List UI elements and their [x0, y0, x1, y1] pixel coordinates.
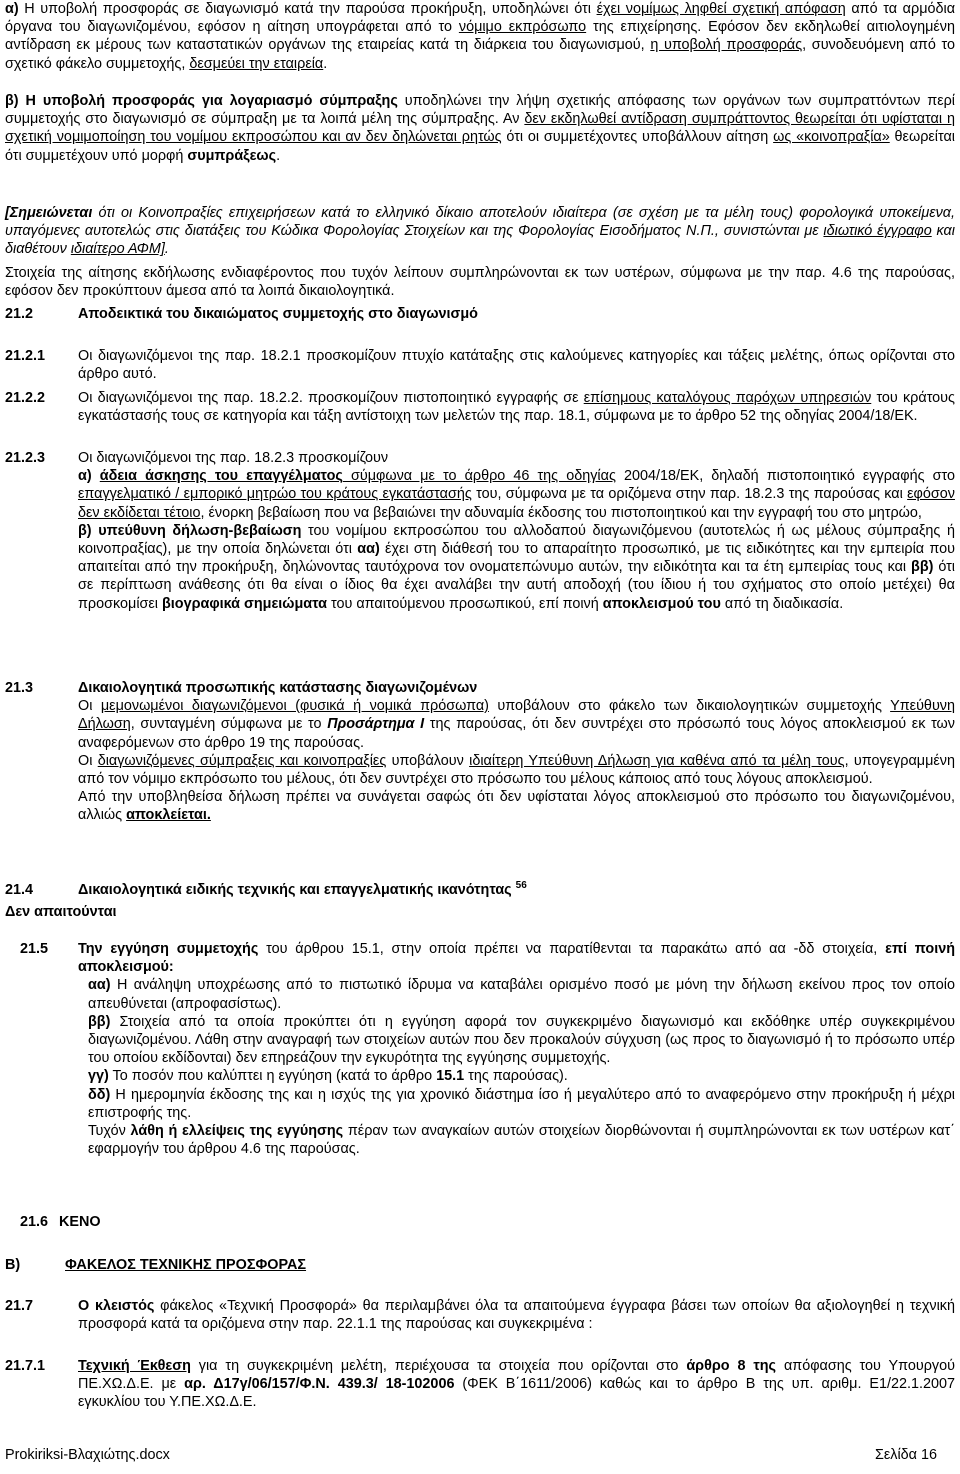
- underlined-bold-text: αποκλείεται.: [126, 807, 211, 824]
- section-number: 21.7.1: [5, 1358, 46, 1374]
- text: , συνοδευόμενη από το σχετικό φάκελο συμμετοχής,: [5, 37, 955, 72]
- text: από τα αρμόδια όργανα του διαγωνιζομένου, εφόσον η αίτηση υπογράφεται από το: [5, 1, 956, 36]
- paragraph-a: [5, 0, 955, 73]
- underlined-text: επαγγελματικό / εμπορικό μητρώο του κράτους εγκατάστασής: [78, 486, 472, 503]
- bold-text: αποκλεισμού του: [602, 595, 721, 612]
- text: , συνταγμένη σύμφωνα με το: [130, 716, 328, 733]
- text: από τη διαδικασία.: [720, 595, 844, 612]
- text: .: [323, 55, 328, 72]
- section-number: 21.4: [5, 882, 34, 898]
- text: του, σύμφωνα με τα οριζόμενα στην παρ. 18.2.3 της παρούσας και: [471, 486, 908, 503]
- text: Στοιχεία της αίτησης εκδήλωσης ενδιαφέροντος που τυχόν λείπουν συμπληρώνονται εκ των υστέρων, σύμφωνα με την παρ. 4.6 της παρούσας, εφόσον δεν προκύπτουν άμεσα από τα λοιπά δικαιολογητικά.: [5, 265, 955, 300]
- underlined-text: η υποβολή προσφοράς: [650, 37, 803, 54]
- text: για τη συγκεκριμένη μελέτη, περιέχουσα τα στοιχεία που ορίζονται στο: [190, 1358, 687, 1374]
- text: φάκελος «Τεχνική Προσφορά» θα περιλαμβάνει όλα τα απαιτούμενα έγγραφα βάσει των οποίων θα αξιολογηθεί η τεχνική προσφορά κατά τα οριζόμενα στην παρ. 22.1.1 της παρούσας και συγκεκριμένα :: [78, 1298, 955, 1333]
- bold-text: [Σημειώνεται: [5, 205, 93, 221]
- underlined-text: εφόσον δεν εκδίδεται τέτοιο: [78, 486, 955, 521]
- underlined-text: διαγωνιζόμενες σύμπραξεις και κοινοπραξίες: [97, 752, 387, 769]
- text: , ένορκη βεβαίωση που να βεβαιώνει την αδυναμία έκδοσης του πιστοποιητικού και την εγγραφή του στο μητρώο,: [200, 504, 922, 521]
- underlined-text: σύμφωνα με το άρθρο 46 της οδηγίας: [342, 468, 616, 485]
- text: Οι: [78, 752, 98, 769]
- bold-text: Ο κλειστός: [78, 1298, 155, 1314]
- bold-text: ββ): [88, 1013, 111, 1030]
- label-a: α): [5, 1, 19, 17]
- bold-text: λάθη ή ελλείψεις της εγγύησης: [130, 1123, 344, 1140]
- text: .: [276, 147, 281, 164]
- text: Στοιχεία από τα οποία προκύπτει ότι η εγγύηση αφορά τον συγκεκριμένο διαγωνισμό και εκδόθηκε υπέρ συγκεκριμένου διαγωνιζομένου. Λάθη στην αναγραφή των στοιχείων αυτών που δεν προκαλούν σύγχυση (ως προς το διαγωνισμό ή το πρόσωπο υπέρ του οποίου εκδίδονται) δεν επηρεάζουν την εγκυρότητα της εγγύησης συμμετοχής.: [88, 1013, 955, 1067]
- text: υπογεγραμμένη από τον νόμιμο εκπρόσωπο του μέλους, ότι δεν συντρέχει στο πρόσωπο του μέλους κάποιος από τους λόγους αποκλεισμού.: [78, 752, 955, 788]
- text: της επιχείρησης. Εφόσον δεν εκδηλωθεί αιτιολογημένη αντίδραση εκ μέρους των καταστατικών οργάνων της εταιρείας κατά τη διάρκεια του διαγωνισμού,: [5, 19, 955, 54]
- footer-page-number: Σελίδα 16: [874, 1447, 937, 1463]
- text: υποδηλώνει την λήψη σχετικής απόφασης των οργάνων των συμπραττόντων περί συμμετοχής στο διαγωνισμό σε σύμπραξη με τα λοιπά μέλη της σύμπραξης. Αν: [5, 93, 955, 128]
- text: ότι σε περίπτωση ανάθεσης ότι θα είναι ο ίδιος θα έχει αναλάβει την αυτή αποδοχή (του ίδιου ή του σχήματος στο οποίο μετέχει) θα προσκομίσει: [78, 559, 955, 612]
- underlined-text: ως «κοινοπραξία»: [773, 129, 890, 146]
- section-number: 21.2.2: [5, 390, 46, 406]
- bold-text: βιογραφικά σημειώματα: [162, 595, 327, 612]
- text: Η ανάληψη υποχρέωσης από το πιστωτικό ίδρυμα να καταβάλει ορισμένο ποσό με μόνη την δήλωση εκείνου προς τον οποίο απευθύνεται (απροφασίστως).: [88, 977, 955, 1012]
- text: ότι οι Κοινοπραξίες επιχειρήσεων κατά το ελληνικό δίκαιο αποτελούν ιδιαίτερα (σε σχέση με τα μέλη τους) φορολογικά υποκείμενα, υπαγόμενες αυτοτελώς στις διατάξεις του Κώδικα Φορολογίας Στοιχείων και της Φορολογίας Εισοδήματος Ν.Π., συνιστώνται με: [5, 205, 955, 240]
- text: Το ποσόν που καλύπτει η εγγύηση (κατά το άρθρο: [108, 1068, 437, 1085]
- text: και διαθέτουν: [5, 223, 955, 258]
- text: του απαιτούμενου προσωπικού, επί ποινή: [326, 595, 603, 612]
- section-21-2-2: [5, 389, 955, 425]
- text: έχει στη διάθεσή του το απαραίτητο προσωπικό, με τις ειδικότητες και την εμπειρία που απαιτείται από την προκήρυξη, δηλώνοντας ταυτόχρονα τον ονοματεπώνυμο αυτών, την ειδικότητα και τα έτη εμπειρίας τους και: [78, 541, 955, 576]
- text: Από την υποβληθείσα δήλωση πρέπει να συνάγεται σαφώς ότι δεν υφίσταται λόγος αποκλεισμού στο πρόσωπο του διαγωνιζομένου, αλλιώς: [78, 789, 955, 824]
- section-title: Δικαιολογητικά προσωπικής κατάστασης διαγωνιζομένων: [78, 680, 478, 696]
- section-number: 21.2: [5, 306, 34, 322]
- underlined-text: ιδιωτικό έγγραφο: [823, 223, 932, 240]
- section-number: 21.2.1: [5, 348, 46, 364]
- underlined-text: μεμονωμένοι διαγωνιζόμενοι (φυσικά ή νομικά πρόσωπα): [100, 698, 489, 715]
- underlined-bold-text: άδεια άσκησης του επαγγέλματος: [99, 468, 343, 485]
- text: Η ημερομηνία έκδοσης της και η ισχύς της για χρονικό διάστημα ίσο ή μεγαλύτερο από το αναφερόμενο στην προκήρυξη ή μέχρι επιστροφής της.: [88, 1086, 955, 1121]
- underlined-text: επίσημους καταλόγους παρόχων υπηρεσιών: [583, 390, 872, 406]
- text: του κράτους εγκατάστασής τους σε κατηγορία και τάξη αντίστοιχη των μελετών της παρ. 18.1, σύμφωνα με το άρθρο 52 της οδηγίας 2004/18/ΕΚ.: [78, 390, 955, 425]
- bold-text: Την εγγύηση συμμετοχής: [78, 941, 259, 957]
- section-subtitle: Δεν απαιτούνται: [5, 904, 117, 920]
- text: 2004/18/ΕΚ, δηλαδή πιστοποιητικό εγγραφής στο: [615, 468, 955, 485]
- section-21-3: [5, 679, 955, 825]
- underlined-text: ιδιαίτερο ΑΦΜ]: [70, 241, 165, 258]
- section-21-7-1: [5, 1357, 955, 1412]
- note-paragraph: [5, 204, 955, 259]
- underlined-text: ιδιαίτερη Υπεύθυνη Δήλωση για καθένα από τα μέλη τους,: [469, 752, 849, 769]
- text: πέραν των αναγκαίων αυτών στοιχείων διορθώνονται ή συμπληρώνονται εκ των υστέρων κατ΄ εφαρμογήν του άρθρου 4.6 της παρούσας.: [88, 1123, 955, 1158]
- footnote-marker: 56: [515, 880, 527, 892]
- underlined-text: νόμιμο εκπρόσωπο: [458, 19, 587, 36]
- text: ότι οι συμμετέχοντες υποβάλλουν αίτηση: [501, 129, 774, 146]
- section-21-2-1: [5, 347, 955, 383]
- section-title-wrap: [78, 881, 527, 899]
- bold-text: αα): [357, 541, 380, 558]
- underlined-text: δεσμεύει την εταιρεία: [189, 55, 324, 72]
- text: .: [164, 241, 169, 258]
- section-21-7: [5, 1297, 955, 1333]
- text: (ΦΕΚ Β΄1611/2006) καθώς και το άρθρο Β της υπ. αριθμ. Ε1/22.1.2007 εγκυκλίου του Υ.ΠΕ.ΧΩ.Δ.Ε.: [78, 1376, 955, 1411]
- section-title: Αποδεικτικά του δικαιώματος συμμετοχής στο διαγωνισμό: [78, 306, 478, 322]
- text: του άρθρου 15.1, στην οποία πρέπει να παρατίθενται τα παρακάτω από αα -δδ στοιχεία,: [258, 941, 886, 957]
- section-number: 21.7: [5, 1298, 34, 1314]
- text: θεωρείται ότι συμμετέχουν υπό μορφή: [5, 129, 955, 164]
- underlined-bold-text: Τεχνική Έκθεση: [78, 1358, 191, 1374]
- section-number: Β): [5, 1257, 21, 1273]
- text: υποβάλουν: [386, 752, 470, 769]
- section-number: 21.5: [20, 941, 49, 957]
- bold-text: συμπράξεως: [187, 147, 277, 164]
- underlined-text: έχει νομίμως ληφθεί σχετική απόφαση: [596, 1, 846, 17]
- underlined-text: Υπεύθυνη Δήλωση: [78, 698, 956, 733]
- section-title: ΦΑΚΕΛΟΣ ΤΕΧΝΙΚΗΣ ΠΡΟΣΦΟΡΑΣ: [65, 1257, 307, 1273]
- section-21-5: [5, 940, 955, 1158]
- section-title: ΚΕΝΟ: [59, 1214, 101, 1230]
- bold-italic-text: Προσάρτημα Ι: [327, 716, 425, 733]
- text: Η υποβολή προσφοράς σε διαγωνισμό κατά την παρούσα προκήρυξη, υποδηλώνει ότι: [18, 1, 597, 17]
- text: απόφασης του Υπουργού ΠΕ.ΧΩ.Δ.Ε. με: [78, 1358, 955, 1393]
- section-text: Οι διαγωνιζόμενοι της παρ. 18.2.1 προσκομίζουν πτυχίο κατάταξης στις καλούμενες κατηγορίες και τάξεις μελέτης, όπως ορίζονται στο άρθρο αυτό.: [78, 348, 955, 383]
- bold-text: αρ. Δ17γ/06/157/Φ.Ν. 439.3/ 18-102006: [184, 1376, 455, 1393]
- footer-filename: Prokiriksi-Βλαχιώτης.docx: [5, 1447, 170, 1463]
- text: υποβάλουν στο φάκελο των δικαιολογητικών συμμετοχής: [488, 698, 891, 715]
- bold-text: δδ): [88, 1086, 111, 1103]
- bold-text: β) Η υποβολή προσφοράς για λογαριασμό σύμπραξης: [5, 93, 398, 109]
- text: της παρούσας, ότι δεν συντρέχει στο πρόσωπό τους λόγος αποκλεισμού εκ των αναφερόμενων στο άρθρο 19 της παρούσας.: [78, 716, 955, 751]
- text: Τυχόν: [88, 1123, 131, 1140]
- paragraph-missing-items: [5, 264, 955, 300]
- text: του νομίμου εκπροσώπου του αλλοδαπού διαγωνιζόμενου (αυτοτελώς ή ως μέλους σύμπραξης ή κοινοπραξίας), με την οποία δηλώνεται ότι: [78, 522, 955, 558]
- bold-text: επί ποινή αποκλεισμού:: [78, 941, 956, 976]
- label: α): [78, 468, 100, 485]
- paragraph-b: [5, 92, 955, 165]
- text: Οι διαγωνιζόμενοι της παρ. 18.2.2. προσκομίζουν πιστοποιητικό εγγραφής σε: [78, 390, 584, 406]
- underlined-text: δεν εκδηλωθεί αντίδραση συμπράττοντος θεωρείται ότι υφίσταται η σχετική νομιμοποίηση του νομίμου εκπροσώπου και αν δεν δηλώνεται ρητώς: [5, 111, 955, 146]
- text: της παρούσας).: [464, 1068, 568, 1085]
- bold-text: β) υπεύθυνη δήλωση-βεβαίωση: [78, 522, 302, 539]
- bold-text: άρθρο 8 της: [686, 1358, 777, 1374]
- section-number: 21.3: [5, 680, 34, 696]
- bold-text: 15.1: [436, 1068, 465, 1085]
- text: Οι: [78, 698, 101, 715]
- bold-text: ββ): [911, 559, 934, 576]
- text: Οι διαγωνιζόμενοι της παρ. 18.2.3 προσκομίζουν: [78, 450, 389, 466]
- section-number: 21.2.3: [5, 450, 46, 466]
- section-title: Δικαιολογητικά ειδικής τεχνικής και επαγγελματικής ικανότητας: [78, 882, 512, 898]
- bold-text: γγ): [88, 1068, 109, 1085]
- bold-text: αα): [88, 977, 111, 994]
- section-21-2-3: [5, 449, 955, 613]
- section-number: 21.6: [20, 1214, 49, 1230]
